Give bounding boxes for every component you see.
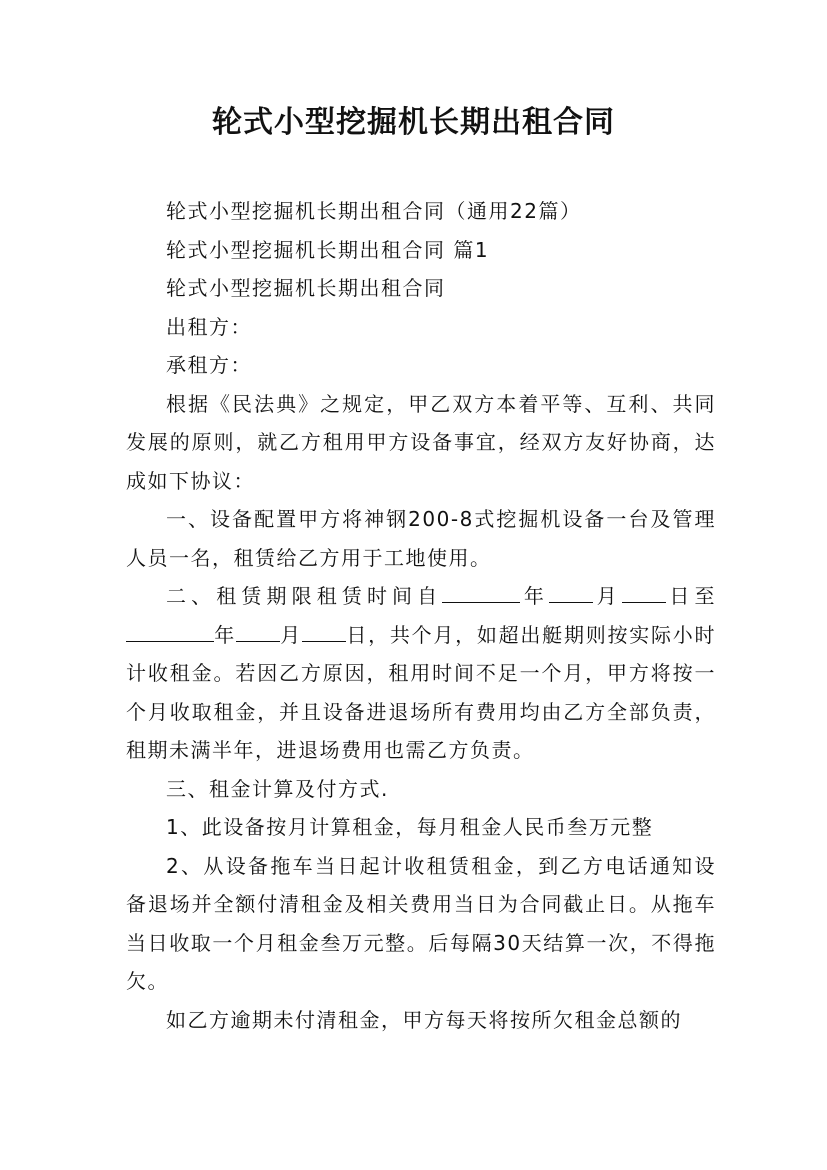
lessee-line: 承租方： xyxy=(166,353,252,377)
year-blank-end xyxy=(126,619,214,642)
clause-2-text-f: 月 xyxy=(280,622,303,647)
day-blank-start xyxy=(622,580,666,603)
overdue-paragraph: 如乙方逾期未付清租金，甲方每天将按所欠租金总额的 xyxy=(166,1007,682,1032)
day-blank-end xyxy=(302,619,346,642)
heading-general: 轮式小型挖掘机长期出租合同（通用22篇） xyxy=(166,199,582,223)
clause-2-text-g: 日，共个月，如超出艇期则按实际小时计收租金。若因乙方原因，租用时间不足一个月，甲方将按一个月收取租金，并且设备进退场所有费用均由乙方全部负责，租期未满半年，进退场费用也需乙方负责。 xyxy=(126,622,717,762)
clause-3-heading: 三、租金计算及付方式. xyxy=(166,776,389,801)
document-body xyxy=(126,192,716,1039)
clause-2-paragraph xyxy=(126,577,716,770)
document-title: 轮式小型挖掘机长期出租合同 xyxy=(212,105,615,140)
clause-2-text-c: 月 xyxy=(593,584,622,608)
month-blank-start xyxy=(549,580,593,603)
heading-part-1: 轮式小型挖掘机长期出租合同 篇1 xyxy=(166,237,490,262)
clause-3-item-2: 2、从设备拖车当日起计收租赁租金，到乙方电话通知设备退场并全额付清租金及相关费用当日为合同截止日。从拖车当日收取一个月租金叁万元整。后每隔30天结算一次，不得拖欠。 xyxy=(126,853,716,993)
heading-contract: 轮式小型挖掘机长期出租合同 xyxy=(166,276,446,300)
clause-2-text-d: 日至 xyxy=(665,584,717,608)
month-blank-end xyxy=(236,619,280,642)
clause-2-text-a: 二、租赁期限租赁时间自 xyxy=(166,584,443,608)
clause-1-paragraph: 一、设备配置甲方将神钢200-8式挖掘机设备一台及管理人员一名，租赁给乙方用于工地使用。 xyxy=(126,507,716,570)
clause-3-item-1: 1、此设备按月计算租金，每月租金人民币叁万元整 xyxy=(166,815,654,839)
lessor-line: 出租方： xyxy=(166,314,252,339)
intro-paragraph: 根据《民法典》之规定，甲乙双方本着平等、互利、共同发展的原则，就乙方租用甲方设备事宜，经双方友好协商，达成如下协议： xyxy=(126,391,716,493)
clause-2-text-e: 年 xyxy=(214,622,237,647)
clause-2-text-b: 年 xyxy=(520,584,550,608)
year-blank-start xyxy=(442,580,520,603)
